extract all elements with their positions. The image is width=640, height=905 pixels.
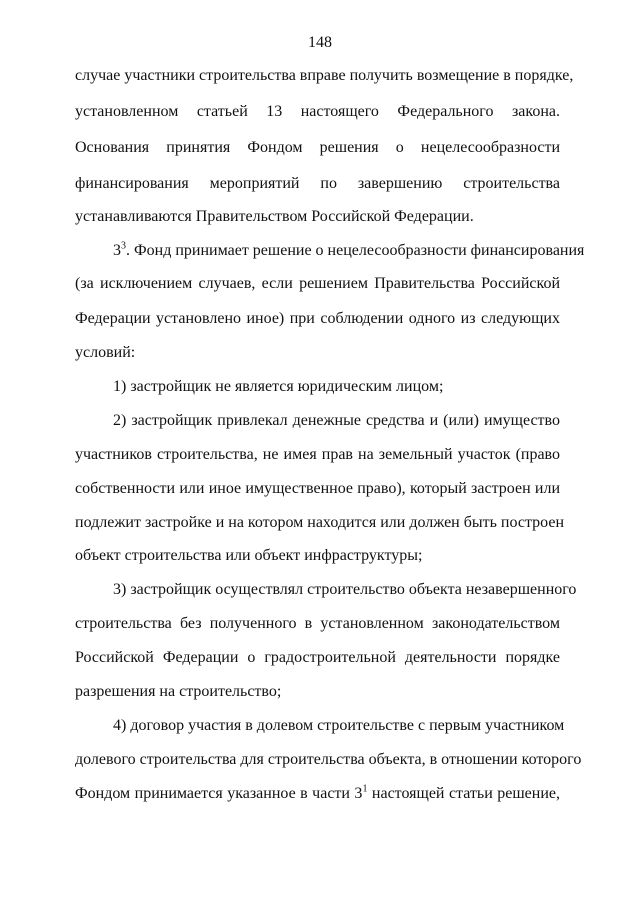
- text-line: (за исключением случаев, если решением Правительства Российской: [75, 275, 560, 292]
- text-line: Российской Федерации о градостроительной деятельности порядке: [75, 649, 560, 666]
- paragraph-number: 3: [113, 242, 121, 259]
- text-line: объект строительства или объект инфраструктуры;: [75, 547, 423, 564]
- list-item: 2) застройщик привлекал денежные средства и (или) имущество: [113, 412, 560, 429]
- text-line: подлежит застройке и на котором находится или должен быть построен: [75, 514, 565, 531]
- list-item: 3) застройщик осуществлял строительство объекта незавершенного: [113, 581, 577, 598]
- text-line: долевого строительства для строительства объекта, в отношении которого: [75, 751, 582, 768]
- text-line: собственности или иное имущественное право), который застроен или: [75, 480, 560, 497]
- paragraph-text: . Фонд принимает решение о нецелесообразности финансирования: [126, 242, 585, 259]
- text-line: Федерации установлено иное) при соблюдении одного из следующих: [75, 310, 560, 327]
- text-fragment: Фондом принимается указанное в части 3: [75, 785, 363, 802]
- list-item: 4) договор участия в долевом строительстве с первым участником: [113, 717, 565, 734]
- text-line: разрешения на строительство;: [75, 683, 282, 700]
- text-line: [75, 784, 560, 804]
- text-line: установленном статьей 13 настоящего Федерального закона.: [75, 103, 560, 120]
- text-line: условий:: [75, 344, 136, 361]
- text-line: финансирования мероприятий по завершению строительства: [75, 175, 560, 192]
- text-line: участников строительства, не имея прав на земельный участок (право: [75, 446, 560, 463]
- text-line: случае участники строительства вправе получить возмещение в порядке,: [75, 67, 574, 84]
- part-number-superscript: 1: [362, 783, 368, 795]
- paragraph-number-superscript: 3: [121, 240, 126, 252]
- paragraph-header-line: [113, 240, 585, 261]
- text-fragment: настоящей статьи решение,: [367, 785, 560, 802]
- text-line: Основания принятия Фондом решения о нецелесообразности: [75, 139, 560, 156]
- list-item: 1) застройщик не является юридическим лицом;: [113, 378, 444, 395]
- text-line: строительства без полученного в установленном законодательством: [75, 615, 560, 632]
- text-line: устанавливаются Правительством Российской Федерации.: [75, 208, 474, 225]
- page-number: 148: [308, 34, 332, 51]
